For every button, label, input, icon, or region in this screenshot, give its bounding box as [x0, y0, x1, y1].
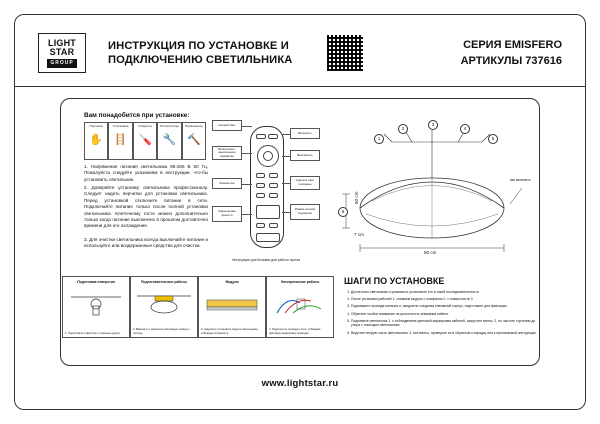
- panel-heading: Подготовительные работы: [141, 280, 187, 284]
- article-number: АРТИКУЛЫ 737616: [460, 55, 562, 67]
- callout-leader: [282, 183, 290, 184]
- remote-caption: Инструкция для блоками для работы пульта: [232, 258, 300, 262]
- lamp-drawing: [332, 108, 532, 258]
- panel-mount: [130, 276, 198, 338]
- panel-body: 2. Вверните и закрепите монтажную планку к потолку: [133, 328, 190, 335]
- callout-leader: [282, 156, 290, 157]
- intro-paragraph-2: 2. Доверяйте установку светильника профессионалу. Следует надеть перчатки для установки светильника. Перед установкой отключите питание в сети. Подключайте питание только после полной установки светильника. Клеточному госте можно дополнительно только когда питание выключено в прошлом доставточно времени для его охлаждения.: [84, 185, 208, 229]
- intro-paragraph-1: 1. Напряжение питания светильника 85-265 В 50 Гц. Пожалуйста следуйте указаниям в инструкции, что-бы установить светильник.: [84, 164, 208, 182]
- callout-leader: [282, 134, 290, 135]
- tools-heading: Вам понадобится при установке:: [84, 112, 190, 119]
- step-item: 3. Поднимаете провода питания и, аккуратно соединяя клеммный корпус, подготовьте для фиксации.: [351, 304, 540, 309]
- remote-callout-left: Ночной свет: [212, 120, 242, 131]
- drill-hole-icon: [63, 291, 129, 317]
- step-item: 6. Вкрутите вторую часть светильника. 3. все винты, проверьте их в обратном к порядку или к прилагаемой инструкции.: [351, 331, 540, 336]
- panel-heading: Модули: [225, 280, 239, 284]
- lamp-note: как включить: [510, 178, 531, 182]
- remote-button: [269, 173, 278, 178]
- logo-line-3: GROUP: [47, 59, 76, 68]
- series-name: СЕРИЯ EMISFERO: [463, 39, 562, 51]
- remote-button: [256, 193, 265, 198]
- remote-callout-right: Включить: [290, 128, 320, 139]
- remote-button: [256, 173, 265, 178]
- tool-item: [182, 122, 206, 160]
- marker-5: 5: [488, 134, 498, 144]
- pliers-icon: 🔧: [162, 134, 177, 146]
- logo-line-2: STAR: [49, 46, 75, 57]
- panel-modules: [198, 276, 266, 338]
- marker-4: 4: [460, 124, 470, 134]
- marker-3: 3: [428, 120, 438, 130]
- gloves-icon: ✋: [89, 134, 104, 146]
- footer-url[interactable]: www.lightstar.ru: [261, 378, 339, 389]
- panel-body: 1. Подготовьте отверстие с помощью дрели: [65, 331, 120, 335]
- callout-leader: [242, 153, 252, 154]
- remote-dial-center: [263, 151, 273, 161]
- step-item: 4. Обратите особое внимание на целостность внимания кабеля.: [351, 312, 540, 317]
- marker-2: 2: [398, 124, 408, 134]
- tool-label: Плоскогубцы: [159, 124, 179, 128]
- height-dimension: 50 cm: [354, 191, 359, 204]
- step-item: 1. Достаточно светильник и упаковки и установите его в такой последовательности: [351, 290, 540, 295]
- remote-callout-left: Режим сна: [212, 178, 242, 189]
- install-panels: [62, 276, 334, 338]
- marker-1: 1: [374, 134, 384, 144]
- remote-callout-right: Сделать свет холоднее: [290, 176, 320, 190]
- tools-strip: [84, 122, 206, 160]
- remote-button: [268, 134, 278, 139]
- remote-button: [256, 134, 266, 139]
- page-title: ИНСТРУКЦИЯ ПО УСТАНОВКЕ И ПОДКЛЮЧЕНИЮ СВЕТИЛЬНИКА: [108, 40, 293, 66]
- callout-leader: [242, 214, 252, 215]
- wiring-icon: [267, 291, 333, 317]
- intro-paragraph-3: 3. Для очистки светильника всегда выключайте питание и используйте или воздержанные средства для очистки.: [84, 237, 208, 249]
- width-dimension: 50 cm: [424, 250, 437, 255]
- tool-label: Перфоратор: [184, 124, 203, 128]
- callout-leader: [282, 212, 290, 213]
- tool-item: [133, 122, 157, 160]
- panel-body: 3. Аккуратно установите модули светильника, соблюдая полярность: [201, 328, 259, 335]
- remote-button: [269, 193, 278, 198]
- tool-label: Отвертка: [138, 124, 152, 128]
- tool-item: [84, 122, 108, 160]
- thickness-dimension: 7 cm: [354, 232, 364, 237]
- remote-callout-left: Уменьшение яркости: [212, 206, 242, 222]
- led-module-icon: [199, 291, 265, 317]
- header-divider: [14, 86, 586, 87]
- step-item: 5. Поднимите светильник 1. с соблюдением цветовой маркировки кабелей, закрутите винты. 2. по частоте строении до упора с помощью светильника.: [351, 319, 540, 328]
- step-item: 2. После установки рабочей 1. снимаем модуль с плафоном 2. с поверхности 3: [351, 297, 540, 302]
- remote-callout-left: Включение / выключение подсветки: [212, 146, 242, 160]
- remote-button: [256, 183, 265, 188]
- remote-button: [269, 183, 278, 188]
- screwdriver-icon: 🪛: [138, 134, 152, 146]
- steps-list: [344, 290, 540, 338]
- logo-line-1: LIGHT: [48, 37, 76, 48]
- tool-label: Стремянка: [112, 124, 129, 128]
- remote-body: [250, 126, 284, 248]
- panel-prepare-hole: [62, 276, 130, 338]
- brand-logo: [38, 33, 86, 73]
- panel-heading: Подготовка отверстия: [77, 280, 115, 284]
- panel-wiring: [266, 276, 334, 338]
- callout-leader: [242, 126, 252, 127]
- remote-button: [269, 223, 278, 228]
- remote-callout-right: Режим ночной подсветки: [290, 204, 320, 220]
- tool-label: Перчатки: [89, 124, 103, 128]
- ceiling-mount-icon: [131, 291, 197, 317]
- panel-heading: Электрические работы: [280, 280, 320, 284]
- qr-code-icon: [326, 34, 364, 72]
- panel-body: 4. Подключите провода к сети, соблюдая цветовую маркировку проводов: [269, 328, 321, 335]
- remote-button: [256, 233, 280, 242]
- drill-icon: 🔨: [186, 134, 201, 146]
- series-block: [461, 37, 562, 69]
- ladder-icon: 🪜: [113, 134, 128, 146]
- tool-item: [157, 122, 181, 160]
- remote-button: [256, 223, 265, 228]
- steps-title: ШАГИ ПО УСТАНОВКЕ: [344, 276, 445, 286]
- remote-diagram: [212, 120, 320, 260]
- tool-item: [108, 122, 132, 160]
- callout-leader: [242, 184, 252, 185]
- document-header: [38, 28, 562, 78]
- remote-button-large: [256, 205, 280, 219]
- remote-callout-right: Выключить: [290, 150, 320, 161]
- marker-6: 6: [338, 207, 348, 217]
